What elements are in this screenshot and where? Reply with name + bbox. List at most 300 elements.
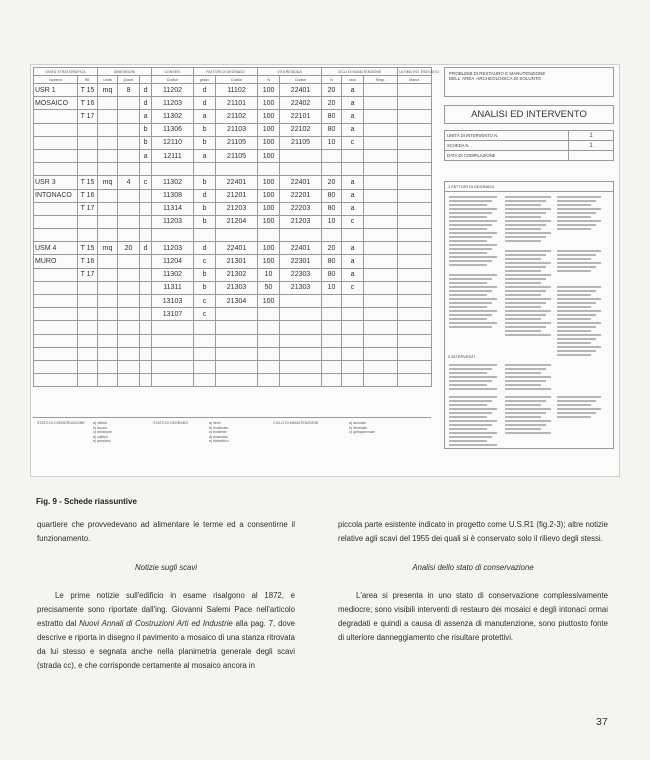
table-cell xyxy=(140,334,152,347)
catalog-entry xyxy=(449,294,487,296)
catalog-entry xyxy=(505,212,546,214)
table-row xyxy=(34,295,432,308)
catalog-entry xyxy=(505,416,541,418)
table-cell: T 15 xyxy=(78,242,98,255)
table-cell: 21303 xyxy=(216,281,258,294)
catalog-entry xyxy=(505,278,546,280)
table-cell: d xyxy=(194,242,216,255)
legend-cicli-label: CICLO DI MANUTENZIONE xyxy=(273,421,319,425)
table-cell xyxy=(140,229,152,242)
table-cell: d xyxy=(194,189,216,202)
table-cell xyxy=(118,308,140,321)
table-cell: 21304 xyxy=(216,295,258,308)
table-cell xyxy=(118,360,140,373)
catalog-entry xyxy=(449,416,487,418)
table-cell xyxy=(34,163,78,176)
table-cell xyxy=(140,295,152,308)
legend-conservazione-items: a) ottimo b) buono c) mediocre d) cattivo e) pessimo xyxy=(93,421,112,443)
table-cell: 21301 xyxy=(216,255,258,268)
catalog-entry xyxy=(449,318,487,320)
catalog-entry xyxy=(557,224,596,226)
table-cell: c xyxy=(342,215,364,228)
catalog-entry xyxy=(449,380,492,382)
table-legend xyxy=(33,417,431,448)
catalog-entry xyxy=(557,204,591,206)
table-row xyxy=(34,84,432,97)
catalog-entry xyxy=(505,200,546,202)
table-cell: 11203 xyxy=(152,242,194,255)
table-cell xyxy=(152,229,194,242)
table-cell: 11314 xyxy=(152,202,194,215)
table-cell: c xyxy=(140,176,152,189)
table-cell xyxy=(398,321,432,334)
table-cell: USR 3 xyxy=(34,176,78,189)
text-column-left xyxy=(37,518,295,673)
table-cell xyxy=(78,215,98,228)
table-cell xyxy=(280,149,322,162)
table-cell xyxy=(364,268,398,281)
table-row xyxy=(34,176,432,189)
catalog-entry xyxy=(449,302,492,304)
catalog-entry xyxy=(557,302,596,304)
catalog-entry xyxy=(505,298,551,300)
field-value xyxy=(569,151,614,161)
catalog-entry xyxy=(449,368,492,370)
table-cell xyxy=(34,308,78,321)
table-cell: 100 xyxy=(258,110,280,123)
table-cell xyxy=(78,295,98,308)
column-header: Unità xyxy=(98,76,118,84)
catalog-entry xyxy=(557,220,601,222)
catalog-entry xyxy=(449,404,487,406)
catalog-entry xyxy=(505,408,551,410)
field-value: 1 xyxy=(569,141,614,151)
table-cell xyxy=(118,202,140,215)
table-cell: 11203 xyxy=(152,97,194,110)
catalog-entry xyxy=(505,432,551,434)
group-header: CONSER. xyxy=(152,68,194,76)
table-cell: a xyxy=(194,149,216,162)
catalog-entry xyxy=(557,416,591,418)
table-cell xyxy=(280,360,322,373)
table-cell xyxy=(98,321,118,334)
table-cell xyxy=(118,334,140,347)
catalog-entry xyxy=(449,228,487,230)
table-cell xyxy=(398,347,432,360)
table-cell xyxy=(398,110,432,123)
table-cell: 12110 xyxy=(152,136,194,149)
table-cell xyxy=(398,84,432,97)
catalog-entry xyxy=(505,330,541,332)
catalog-entry xyxy=(505,294,541,296)
field-row xyxy=(445,151,614,161)
catalog-entry xyxy=(449,278,492,280)
table-cell xyxy=(258,334,280,347)
catalog-entry xyxy=(449,216,487,218)
table-cell: MURO xyxy=(34,255,78,268)
table-cell xyxy=(364,255,398,268)
table-cell: 20 xyxy=(322,97,342,110)
table-cell: 21302 xyxy=(216,268,258,281)
table-cell xyxy=(322,360,342,373)
table-cell xyxy=(118,347,140,360)
catalog-entry xyxy=(557,350,596,352)
analysis-sheet xyxy=(444,67,614,449)
catalog-entry xyxy=(449,322,497,324)
table-cell: 13103 xyxy=(152,295,194,308)
table-cell xyxy=(364,189,398,202)
table-cell xyxy=(118,374,140,387)
table-cell xyxy=(98,229,118,242)
table-row xyxy=(34,360,432,373)
table-cell: 100 xyxy=(258,176,280,189)
table-cell xyxy=(152,347,194,360)
table-cell: 13107 xyxy=(152,308,194,321)
table-cell: 80 xyxy=(322,123,342,136)
analysis-title: ANALISI ED INTERVENTO xyxy=(444,105,614,124)
table-cell xyxy=(98,347,118,360)
table-cell: a xyxy=(140,110,152,123)
catalog-entry xyxy=(505,388,551,390)
catalog-entry xyxy=(449,306,487,308)
table-cell: 21303 xyxy=(280,281,322,294)
table-cell: 22102 xyxy=(280,123,322,136)
table-cell xyxy=(398,308,432,321)
catalog-entry xyxy=(449,396,497,398)
summary-table-wrap xyxy=(33,67,440,470)
paragraph: piccola parte esistente indicato in progetto come U.S.R1 (fig.2-3); altre notizie relative agli scavi del 1955 dei quali si è conservato solo il rilievo degli stessi. xyxy=(338,520,608,543)
table-cell: d xyxy=(140,242,152,255)
table-row xyxy=(34,202,432,215)
catalog-entry xyxy=(557,400,596,402)
catalog-entry xyxy=(505,254,546,256)
table-cell xyxy=(98,110,118,123)
table-cell xyxy=(98,255,118,268)
column-header: % xyxy=(322,76,342,84)
table-cell: 80 xyxy=(322,110,342,123)
catalog-entry xyxy=(557,266,596,268)
table-cell xyxy=(118,189,140,202)
table-cell: a xyxy=(342,202,364,215)
table-cell xyxy=(98,360,118,373)
table-cell xyxy=(78,347,98,360)
table-cell xyxy=(342,334,364,347)
table-cell: 12111 xyxy=(152,149,194,162)
catalog-entry xyxy=(557,290,596,292)
table-cell xyxy=(364,308,398,321)
catalog-entry xyxy=(557,216,591,218)
table-row xyxy=(34,374,432,387)
catalog-entry xyxy=(449,264,487,266)
table-cell: c xyxy=(342,281,364,294)
catalog-entry xyxy=(505,262,551,264)
field-row xyxy=(445,141,614,151)
table-cell xyxy=(216,308,258,321)
catalog-entry xyxy=(449,260,492,262)
table-cell: 22401 xyxy=(280,242,322,255)
catalog-entry xyxy=(505,310,551,312)
table-cell xyxy=(118,281,140,294)
table-cell xyxy=(98,268,118,281)
table-row xyxy=(34,110,432,123)
table-cell xyxy=(398,295,432,308)
table-cell xyxy=(216,360,258,373)
catalog-entry xyxy=(449,440,487,442)
table-cell: 22203 xyxy=(280,202,322,215)
id-fields xyxy=(444,130,614,161)
paragraph-text: Le prime notizie sull'edificio in esame risalgono al 1872, e precisamente sono riportate dall'ing. Giovanni Salemi Pace nell'articolo estratto dal xyxy=(37,591,295,628)
table-cell: 100 xyxy=(258,97,280,110)
table-cell xyxy=(78,123,98,136)
catalog-entry xyxy=(557,354,591,356)
catalog-entry xyxy=(505,240,541,242)
table-cell xyxy=(78,308,98,321)
table-cell: d xyxy=(194,97,216,110)
table-cell: 10 xyxy=(322,215,342,228)
column-header: Codice xyxy=(152,76,194,84)
catalog-entry xyxy=(449,290,492,292)
catalog-entry xyxy=(505,228,541,230)
table-cell: 80 xyxy=(322,202,342,215)
table-cell xyxy=(342,163,364,176)
catalog-entry xyxy=(505,424,546,426)
table-cell: 50 xyxy=(258,281,280,294)
table-cell xyxy=(194,321,216,334)
table-cell xyxy=(152,163,194,176)
table-cell xyxy=(342,229,364,242)
table-cell xyxy=(398,97,432,110)
table-cell xyxy=(398,215,432,228)
catalog-entry xyxy=(449,444,497,446)
table-cell xyxy=(364,334,398,347)
table-cell xyxy=(322,321,342,334)
table-cell: c xyxy=(194,255,216,268)
table-cell: 100 xyxy=(258,202,280,215)
table-cell: 8 xyxy=(118,84,140,97)
table-cell xyxy=(398,360,432,373)
table-cell xyxy=(34,347,78,360)
table-cell xyxy=(322,347,342,360)
column-header: ciclo xyxy=(342,76,364,84)
catalog-entry xyxy=(505,266,546,268)
catalog-entry xyxy=(449,376,497,378)
catalog-entry xyxy=(505,384,541,386)
catalog-entry xyxy=(557,250,601,252)
catalog-entry xyxy=(505,404,541,406)
table-cell: a xyxy=(342,176,364,189)
table-cell: 11311 xyxy=(152,281,194,294)
table-cell xyxy=(34,268,78,281)
table-cell xyxy=(364,215,398,228)
table-cell xyxy=(34,136,78,149)
table-cell: 100 xyxy=(258,255,280,268)
catalog-entry xyxy=(505,380,546,382)
table-cell xyxy=(78,321,98,334)
table-cell: 21203 xyxy=(280,215,322,228)
table-cell: 21105 xyxy=(216,136,258,149)
table-cell xyxy=(140,308,152,321)
column-header: Codice xyxy=(280,76,322,84)
table-cell xyxy=(152,334,194,347)
table-cell xyxy=(398,149,432,162)
catalog-entry xyxy=(557,342,591,344)
code-catalog xyxy=(444,181,614,449)
table-cell xyxy=(78,229,98,242)
catalog-head-interventi: 2 INTERVENTI xyxy=(448,354,476,359)
column-header: Manut. xyxy=(398,76,432,84)
table-cell xyxy=(342,360,364,373)
table-cell: 21103 xyxy=(216,123,258,136)
catalog-entry xyxy=(505,270,541,272)
catalog-entry xyxy=(505,412,546,414)
table-row xyxy=(34,149,432,162)
group-header: UNITÀ STRATIGRAFICA xyxy=(34,68,98,76)
table-cell: 22301 xyxy=(280,255,322,268)
table-cell xyxy=(216,321,258,334)
table-cell xyxy=(98,308,118,321)
table-cell xyxy=(216,163,258,176)
table-cell xyxy=(216,334,258,347)
paragraph: L'area si presenta in uno stato di conservazione complessivamente mediocre; sono visibili interventi di restauro dei mosaici e degli intonaci ormai degradati e quindi a causa di assenza di manutenzione, sono piuttosto fonte di ulteriore danneggiamento che risultare protettivi. xyxy=(338,591,608,642)
catalog-entry xyxy=(557,254,596,256)
legend-conservazione-label: STATO DI CONSERVAZIONE xyxy=(37,421,85,425)
catalog-entry xyxy=(505,286,551,288)
legend-degrado-items: a) lieve b) moderato c) evidente d) avanzato e) distruttivo xyxy=(209,421,229,443)
table-cell xyxy=(280,347,322,360)
table-cell xyxy=(140,360,152,373)
table-row xyxy=(34,308,432,321)
table-cell xyxy=(78,281,98,294)
table-cell xyxy=(398,123,432,136)
table-cell: 21204 xyxy=(216,215,258,228)
table-cell xyxy=(34,360,78,373)
catalog-entry xyxy=(449,248,492,250)
catalog-entry xyxy=(557,396,601,398)
catalog-entry xyxy=(449,256,497,258)
table-cell: 10 xyxy=(258,268,280,281)
catalog-entry xyxy=(557,298,601,300)
table-cell xyxy=(342,308,364,321)
table-cell xyxy=(98,334,118,347)
catalog-entry xyxy=(449,436,492,438)
table-cell xyxy=(152,360,194,373)
table-cell: b xyxy=(140,136,152,149)
table-cell: 21105 xyxy=(216,149,258,162)
catalog-entry xyxy=(557,258,591,260)
catalog-entry xyxy=(449,408,497,410)
table-cell: 100 xyxy=(258,149,280,162)
figure-schede xyxy=(30,64,620,477)
table-cell xyxy=(280,295,322,308)
table-cell xyxy=(118,215,140,228)
table-row xyxy=(34,229,432,242)
catalog-entry xyxy=(449,372,487,374)
table-cell: a xyxy=(342,84,364,97)
table-cell xyxy=(34,281,78,294)
table-cell: 21102 xyxy=(216,110,258,123)
catalog-entry xyxy=(505,236,546,238)
table-cell: 22401 xyxy=(280,84,322,97)
table-cell: T 17 xyxy=(78,268,98,281)
table-cell: T 15 xyxy=(78,84,98,97)
catalog-entry xyxy=(505,428,541,430)
catalog-entry xyxy=(557,208,601,210)
table-cell xyxy=(216,347,258,360)
catalog-entry xyxy=(449,298,497,300)
table-cell: T 16 xyxy=(78,189,98,202)
table-cell xyxy=(398,374,432,387)
catalog-entry xyxy=(449,232,497,234)
table-row xyxy=(34,321,432,334)
catalog-entry xyxy=(449,412,492,414)
table-cell xyxy=(216,374,258,387)
table-cell: c xyxy=(342,136,364,149)
table-cell xyxy=(98,163,118,176)
catalog-entry xyxy=(449,400,492,402)
table-cell xyxy=(140,374,152,387)
catalog-entry xyxy=(505,250,551,252)
table-cell: INTONACO xyxy=(34,189,78,202)
table-cell xyxy=(98,123,118,136)
table-cell xyxy=(258,163,280,176)
table-cell: 11302 xyxy=(152,268,194,281)
table-cell xyxy=(118,149,140,162)
table-cell: d xyxy=(140,84,152,97)
section-heading: Notizie sugli scavi xyxy=(135,563,197,572)
table-cell xyxy=(398,255,432,268)
table-row xyxy=(34,123,432,136)
table-cell: T 15 xyxy=(78,176,98,189)
column-header: % xyxy=(258,76,280,84)
catalog-entry xyxy=(449,326,492,328)
table-cell: a xyxy=(342,189,364,202)
table-cell: 22401 xyxy=(216,242,258,255)
table-row xyxy=(34,268,432,281)
table-cell xyxy=(342,374,364,387)
table-cell xyxy=(364,374,398,387)
table-cell xyxy=(280,308,322,321)
table-cell xyxy=(364,360,398,373)
table-cell xyxy=(98,189,118,202)
table-row xyxy=(34,242,432,255)
table-cell: T 17 xyxy=(78,202,98,215)
catalog-entry xyxy=(505,290,546,292)
table-cell xyxy=(258,347,280,360)
table-cell xyxy=(194,229,216,242)
catalog-entry xyxy=(505,208,551,210)
table-cell: a xyxy=(342,97,364,110)
catalog-entry xyxy=(557,306,591,308)
catalog-entry xyxy=(449,236,492,238)
table-cell xyxy=(258,360,280,373)
table-cell: 22101 xyxy=(280,110,322,123)
table-cell: USR 1 xyxy=(34,84,78,97)
catalog-head-fattori: 1 FATTORI DI DEGRADO xyxy=(445,182,613,192)
group-header: VITA RESIDUA xyxy=(258,68,322,76)
field-value: 1 xyxy=(569,131,614,141)
table-cell: 11308 xyxy=(152,189,194,202)
table-row xyxy=(34,334,432,347)
table-cell: 11203 xyxy=(152,215,194,228)
catalog-entry xyxy=(557,314,596,316)
table-cell: 20 xyxy=(322,84,342,97)
table-cell xyxy=(280,229,322,242)
table-cell: 22401 xyxy=(216,176,258,189)
table-cell xyxy=(194,374,216,387)
table-cell xyxy=(342,321,364,334)
table-cell: 80 xyxy=(322,189,342,202)
table-cell xyxy=(118,295,140,308)
